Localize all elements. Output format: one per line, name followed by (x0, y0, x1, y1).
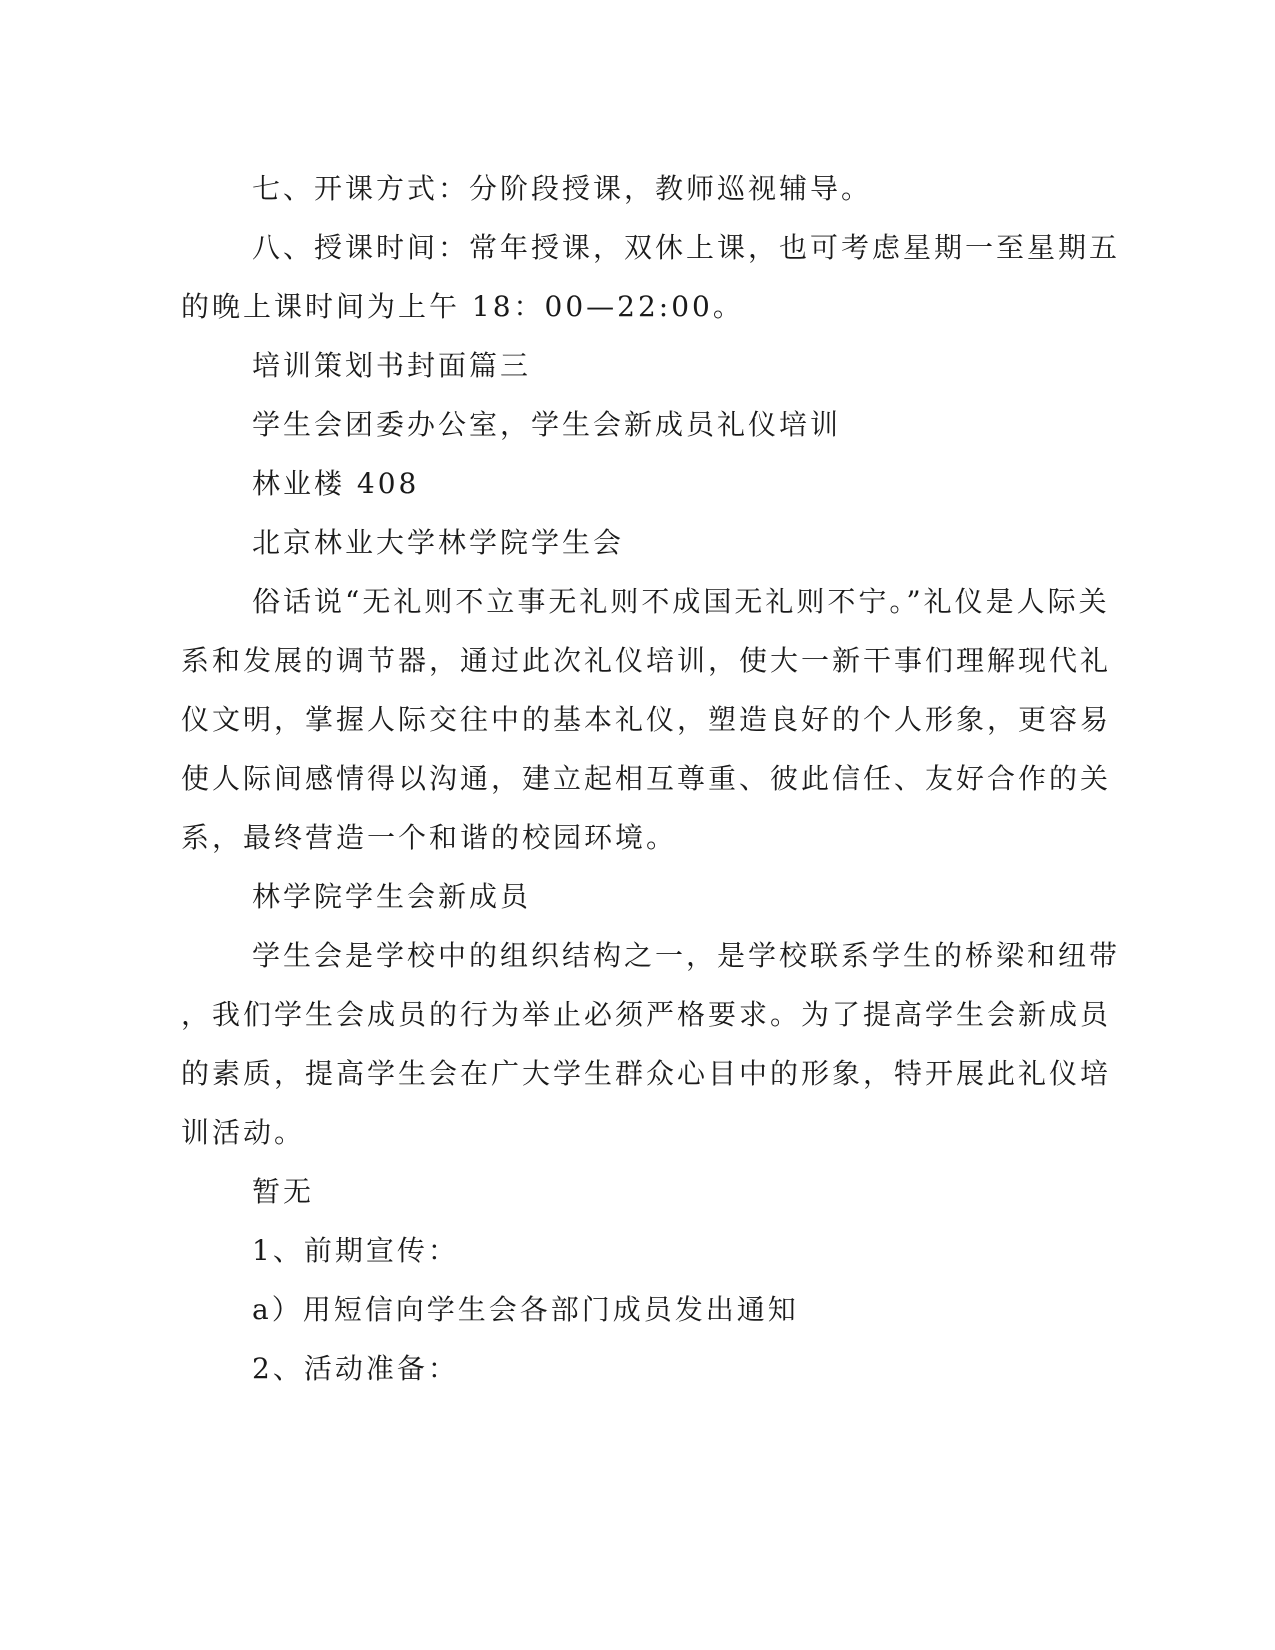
text-line-9: 系和发展的调节器，通过此次礼仪培训，使大一新干事们理解现代礼 (181, 644, 1112, 677)
text-line-5: 学生会团委办公室，学生会新成员礼仪培训 (252, 408, 842, 441)
text-line-8: 俗话说“无礼则不立事无礼则不成国无礼则不宁。”礼仪是人际关 (252, 585, 1110, 618)
text-line-13: 林学院学生会新成员 (252, 880, 532, 913)
text-line-15: ，我们学生会成员的行为举止必须严格要求。为了提高学生会新成员 (181, 998, 1112, 1031)
text-line-18: 暂无 (252, 1175, 315, 1208)
text-line-7: 北京林业大学林学院学生会 (252, 526, 625, 559)
text-line-21: 2、活动准备： (252, 1352, 459, 1385)
text-line-14: 学生会是学校中的组织结构之一，是学校联系学生的桥梁和纽带 (252, 939, 1121, 972)
text-line-6: 林业楼 408 (252, 467, 420, 500)
text-line-19: 1、前期宣传： (252, 1234, 459, 1267)
text-line-1: 七、开课方式：分阶段授课，教师巡视辅导。 (252, 172, 873, 205)
text-line-10: 仪文明，掌握人际交往中的基本礼仪，塑造良好的个人形象，更容易 (181, 703, 1112, 736)
text-line-16: 的素质，提高学生会在广大学生群众心目中的形象，特开展此礼仪培 (181, 1057, 1112, 1090)
text-line-12: 系，最终营造一个和谐的校园环境。 (181, 821, 678, 854)
text-line-11: 使人际间感情得以沟通，建立起相互尊重、彼此信任、友好合作的关 (181, 762, 1112, 795)
text-line-3: 的晚上课时间为上午 18：00—22:00。 (181, 290, 744, 323)
text-line-17: 训活动。 (181, 1116, 306, 1149)
text-line-20: a）用短信向学生会各部门成员发出通知 (252, 1293, 799, 1326)
section-heading: 培训策划书封面篇三 (252, 349, 532, 382)
document-body (181, 159, 1121, 1398)
text-line-2: 八、授课时间：常年授课，双休上课，也可考虑星期一至星期五 (252, 231, 1121, 264)
